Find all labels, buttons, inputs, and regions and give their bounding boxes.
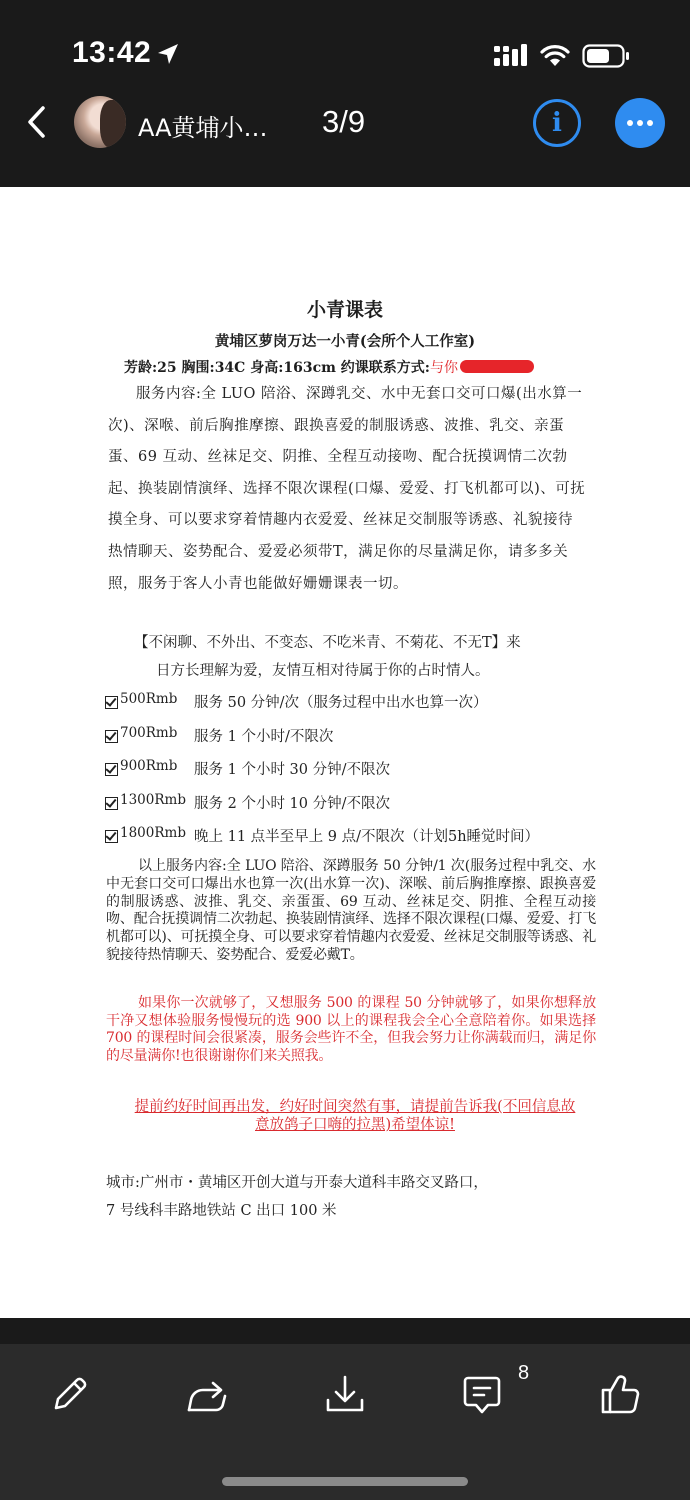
status-bar xyxy=(0,0,690,90)
checkbox-icon xyxy=(105,730,118,743)
signal-icon xyxy=(494,44,530,68)
document-subtitle: 黄埔区萝岗万达一小青(会所个人工作室) xyxy=(214,333,476,350)
address-line-1: 城市:广州市・黄埔区开创大道与开泰大道科丰路交叉路口， xyxy=(106,1175,488,1191)
rules-text xyxy=(134,629,588,685)
status-time: 13:42 xyxy=(72,36,152,69)
rules-line-2: 日方长理解为爱，友情互相对待属于你的占时情人。 xyxy=(156,663,490,679)
price-description: 服务 1 个小时 30 分钟/不限次 xyxy=(194,762,390,778)
battery-icon xyxy=(582,44,630,68)
price-row xyxy=(104,754,594,788)
address-text xyxy=(106,1169,596,1225)
bottom-toolbar xyxy=(0,1344,690,1500)
price-list xyxy=(104,687,594,855)
price-value: 500Rmb xyxy=(120,691,178,707)
checkbox-icon xyxy=(105,830,118,843)
more-button[interactable] xyxy=(615,98,665,148)
price-description: 服务 1 个小时/不限次 xyxy=(194,728,334,745)
stats-text: 芳龄:25 胸围:34C 身高:163cm 约课联系方式: xyxy=(124,360,430,376)
download-button[interactable] xyxy=(323,1372,367,1416)
info-icon: i xyxy=(552,108,562,138)
rules-line-1: 【不闲聊、不外出、不变态、不吃米青、不菊花、不无T】来 xyxy=(134,635,521,651)
price-description: 服务 2 个小时 10 分钟/不限次 xyxy=(194,795,390,812)
price-value: 700Rmb xyxy=(120,724,178,741)
warning-text: 提前约好时间再出发，约好时间突然有事，请提前告诉我(不回信息故意放鸽子口嗨的拉黑)希望体谅! xyxy=(134,1099,576,1133)
share-button[interactable] xyxy=(185,1372,229,1416)
more-icon xyxy=(627,120,653,126)
price-description: 晚上 11 点半至早上 9 点/不限次（计划5h睡觉时间） xyxy=(194,829,540,845)
address-line-2: 7 号线科丰路地铁站 C 出口 100 米 xyxy=(106,1203,337,1219)
price-value: 900Rmb xyxy=(120,758,178,774)
comment-count-badge: 8 xyxy=(518,1362,530,1384)
page-counter: 3/9 xyxy=(322,104,366,139)
checkbox-icon xyxy=(105,696,118,709)
location-arrow-icon xyxy=(156,42,180,66)
checkbox-icon xyxy=(105,797,118,810)
price-value: 1800Rmb xyxy=(120,825,186,841)
info-button[interactable] xyxy=(533,99,581,147)
wifi-icon xyxy=(540,42,570,68)
price-value: 1300Rmb xyxy=(120,791,186,808)
summary-text: 以上服务内容:全 LUO 陪浴、深蹲服务 50 分钟/1 次(服务过程中乳交、水中无套口交可口爆出水也算一次(出水算一次)、深喉、前后胸推摩擦、跟换喜爱的制服诱惑、波推、乳交、亲蛋蛋、69 互动、丝袜足交、阴推、全程互动接吻、配合抚摸调情二次勃起、换装剧情演绎、选择不限次课程(口爆、爱爱、打飞机都可以)、可抚摸全身、可以要求穿着情趣内衣爱爱、丝袜足交制服等诱惑、礼貌接待热情聊天、姿势配合、爱爱必戴T。 xyxy=(106,858,596,963)
comment-button[interactable] xyxy=(460,1372,504,1416)
comment-icon xyxy=(460,1372,504,1416)
document-title: 小青课表 xyxy=(306,299,383,321)
price-row xyxy=(104,721,594,755)
nav-bar xyxy=(0,90,690,162)
price-row xyxy=(104,788,594,822)
service-text: 服务内容:全 LUO 陪浴、深蹲乳交、水中无套口交可口爆(出水算一次)、深喉、前后胸推摩擦、跟换喜爱的制服诱惑、波推、乳交、亲蛋蛋、69 互动、丝袜足交、阴推、全程互动接吻、配合抚摸调情二次勃起、换装剧情演绎、选择不限次课程(口爆、爱爱、打飞机都可以)、可抚摸全身、可以要求穿着情趣内衣爱爱、丝袜足交制服等诱惑、礼貌接待热情聊天、姿势配合、爱爱必须带T，满足你的尽量满足你，请多多关照，服务于客人小青也能做好姗姗课表一切。 xyxy=(108,386,586,592)
document-stats xyxy=(124,357,594,377)
like-button[interactable] xyxy=(598,1372,642,1416)
share-icon xyxy=(185,1372,229,1416)
redaction-mark xyxy=(460,360,534,373)
price-row xyxy=(104,687,594,721)
notice-text: 如果你一次就够了，又想服务 500 的课程 50 分钟就够了，如果你想释放干净又想体验服务慢慢玩的选 900 以上的课程我会全心全意陪着你。如果选择 700 的课程时间会很紧凑，服务会些许不全，但我会努力让你满载而归，满足你的尽量满你!也很谢谢你们来关照我。 xyxy=(106,995,596,1064)
download-icon xyxy=(323,1372,367,1416)
chevron-left-icon[interactable] xyxy=(22,104,52,140)
pencil-icon xyxy=(48,1372,92,1416)
contact-text: 与你 xyxy=(429,360,458,376)
chat-name[interactable]: AA黄埔小… xyxy=(138,114,268,142)
checkbox-icon xyxy=(105,763,118,776)
home-indicator[interactable] xyxy=(222,1477,468,1486)
like-icon xyxy=(598,1372,642,1416)
avatar[interactable] xyxy=(74,96,126,148)
edit-button[interactable] xyxy=(48,1372,92,1416)
price-description: 服务 50 分钟/次（服务过程中出水也算一次） xyxy=(194,695,488,711)
price-row xyxy=(104,821,594,855)
document-image[interactable] xyxy=(0,187,690,1318)
